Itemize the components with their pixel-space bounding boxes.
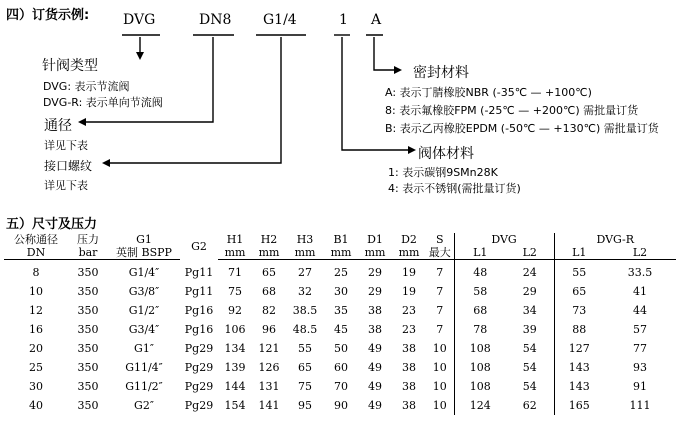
cell-pressure: 350: [77, 342, 99, 355]
cell-g1: G3/8″: [128, 285, 160, 298]
cell-h2: 126: [258, 361, 280, 374]
cell-h1: 134: [224, 342, 246, 355]
table-row: [4, 282, 676, 301]
cell-dvg-l1: 124: [454, 396, 506, 415]
cell-dvg-l1: 108: [454, 377, 506, 396]
dimensions-table: [4, 233, 676, 415]
cell-d1: 38: [368, 323, 382, 336]
cell-pressure: 350: [77, 361, 99, 374]
cell-b1: 30: [334, 285, 348, 298]
cell-h3: 48.5: [292, 323, 318, 336]
cell-pressure: 350: [77, 399, 99, 412]
cell-dvgr-l1: 165: [554, 396, 604, 415]
cell-h3: 27: [298, 266, 312, 279]
cell-d2: 38: [402, 399, 416, 412]
cell-dvgr-l1: 127: [554, 339, 604, 358]
cell-dvgr-l1: 143: [554, 358, 604, 377]
cell-dvg-l1: 78: [454, 320, 506, 339]
cell-d1: 29: [368, 285, 382, 298]
header-d2: D2: [401, 233, 417, 246]
cell-g1: G11/4″: [125, 361, 163, 374]
cell-g2: Pg29: [184, 361, 214, 374]
header-dvg-l2: L2: [506, 246, 554, 260]
cell-h1: 144: [224, 380, 246, 393]
cell-dvg-l2: 54: [522, 380, 537, 393]
header-pressure: 压力: [77, 233, 99, 246]
header-dn: DN: [4, 246, 68, 260]
cell-b1: 50: [334, 342, 348, 355]
cell-d2: 19: [402, 266, 416, 279]
cell-d1: 49: [368, 361, 382, 374]
header-dvg: DVG: [454, 233, 554, 246]
cell-d2: 38: [402, 380, 416, 393]
cell-s: 10: [432, 342, 447, 355]
cell-d2: 38: [402, 361, 416, 374]
cell-dvg-l2: 29: [522, 285, 537, 298]
code-part-type: DVG: [123, 12, 156, 28]
cell-g1: G3/4″: [128, 323, 160, 336]
cell-g1: G1/4″: [128, 266, 160, 279]
cell-g2: Pg29: [184, 380, 214, 393]
cell-dn: 30: [29, 380, 43, 393]
cell-h2: 65: [262, 266, 276, 279]
cell-dvgr-l1: 73: [554, 301, 604, 320]
header-d1: D1: [367, 233, 383, 246]
table-row: [4, 339, 676, 358]
cell-h1: 106: [224, 323, 246, 336]
header-nominal-bore: 公称通径: [14, 233, 58, 246]
header-g1: G1: [136, 233, 152, 246]
seal-material-label: 密封材料: [413, 65, 469, 81]
order-example-title: 四）订货示例:: [6, 8, 90, 23]
cell-dn: 40: [29, 399, 43, 412]
cell-s: 7: [436, 304, 444, 317]
cell-h1: 75: [228, 285, 242, 298]
header-dvg-r: DVG-R: [554, 233, 676, 246]
cell-s: 10: [432, 361, 447, 374]
code-part-body-material: 1: [339, 12, 348, 28]
cell-d2: 19: [402, 285, 416, 298]
cell-dvg-l2: 54: [522, 361, 537, 374]
cell-h2: 131: [258, 380, 280, 393]
header-d1-unit: mm: [358, 246, 392, 260]
cell-pressure: 350: [77, 285, 99, 298]
header-dvgr-l2: L2: [604, 246, 676, 260]
cell-g1: G1/2″: [128, 304, 160, 317]
cell-dvgr-l2: 57: [633, 323, 648, 336]
cell-g1: G2″: [134, 399, 154, 412]
header-s-max: 最大: [426, 246, 454, 260]
cell-pressure: 350: [77, 380, 99, 393]
table-row: [4, 301, 676, 320]
cell-s: 7: [436, 266, 444, 279]
cell-s: 7: [436, 285, 444, 298]
cell-dvgr-l2: 33.5: [627, 266, 653, 279]
table-row: [4, 320, 676, 339]
cell-dvg-l1: 108: [454, 358, 506, 377]
cell-h3: 75: [298, 380, 312, 393]
header-h1-unit: mm: [218, 246, 252, 260]
header-d2-unit: mm: [392, 246, 426, 260]
table-row: [4, 396, 676, 415]
port-thread-note: 详见下表: [44, 179, 88, 192]
cell-g1: G11/2″: [125, 380, 163, 393]
bore-label: 通径: [44, 118, 72, 134]
cell-s: 10: [432, 399, 447, 412]
cell-h1: 71: [228, 266, 242, 279]
cell-h2: 121: [258, 342, 280, 355]
cell-g2: Pg11: [184, 265, 214, 279]
cell-g2: Pg29: [184, 342, 214, 355]
cell-g2: Pg16: [184, 304, 214, 317]
table-row: [4, 358, 676, 377]
cell-dn: 20: [29, 342, 43, 355]
header-dvg-l1: L1: [454, 246, 506, 260]
cell-b1: 35: [334, 304, 348, 317]
header-b1-unit: mm: [324, 246, 358, 260]
cell-dvg-l2: 34: [522, 304, 537, 317]
cell-h1: 154: [224, 399, 246, 412]
cell-dvgr-l2: 91: [633, 380, 648, 393]
cell-dn: 8: [32, 266, 40, 279]
cell-dvg-l1: 108: [454, 339, 506, 358]
cell-b1: 60: [334, 361, 348, 374]
header-s: S: [435, 233, 444, 246]
cell-g2: Pg29: [184, 399, 214, 412]
needle-valve-item-1: DVG: 表示节流阀: [43, 80, 130, 93]
cell-g2: Pg11: [184, 285, 214, 298]
header-h2-unit: mm: [252, 246, 286, 260]
cell-dvgr-l2: 93: [633, 361, 648, 374]
cell-dvgr-l1: 88: [554, 320, 604, 339]
needle-valve-item-2: DVG-R: 表示单向节流阀: [43, 96, 163, 109]
cell-dn: 25: [29, 361, 43, 374]
cell-dvg-l1: 68: [454, 301, 506, 320]
seal-material-item-a: A: 表示丁腈橡胶NBR (-35℃ — +100℃): [385, 86, 592, 99]
cell-pressure: 350: [77, 266, 99, 279]
table-row: [4, 377, 676, 396]
header-bar: bar: [68, 246, 108, 260]
cell-h3: 95: [298, 399, 312, 412]
table-row: [4, 260, 676, 283]
cell-h2: 141: [258, 399, 280, 412]
bore-note: 详见下表: [44, 139, 88, 152]
cell-d1: 29: [368, 266, 382, 279]
cell-dvg-l2: 24: [522, 266, 537, 279]
cell-d1: 49: [368, 342, 382, 355]
cell-h2: 96: [262, 323, 276, 336]
cell-dvg-l2: 54: [522, 342, 537, 355]
cell-dn: 16: [29, 323, 43, 336]
header-dvgr-l1: L1: [554, 246, 604, 260]
cell-pressure: 350: [77, 304, 99, 317]
cell-h3: 38.5: [292, 304, 318, 317]
cell-b1: 25: [334, 266, 348, 279]
header-h3: H3: [296, 233, 314, 246]
cell-b1: 90: [334, 399, 348, 412]
cell-dvgr-l2: 77: [633, 342, 648, 355]
cell-b1: 70: [334, 380, 348, 393]
body-material-label: 阀体材料: [418, 146, 474, 162]
cell-dvg-l1: 58: [454, 282, 506, 301]
cell-d1: 38: [368, 304, 382, 317]
cell-b1: 45: [334, 323, 348, 336]
cell-h1: 139: [224, 361, 246, 374]
cell-g2: Pg16: [184, 323, 214, 336]
dimensions-title: 五）尺寸及压力: [6, 217, 98, 232]
cell-pressure: 350: [77, 323, 99, 336]
cell-dn: 10: [29, 285, 43, 298]
cell-d1: 49: [368, 380, 382, 393]
header-g2: G2: [191, 239, 207, 253]
cell-h2: 68: [262, 285, 276, 298]
cell-d2: 23: [402, 323, 416, 336]
seal-material-item-b: B: 表示乙丙橡胶EPDM (-50℃ — +130℃) 需批量订货: [385, 122, 659, 135]
cell-dvgr-l2: 41: [633, 285, 648, 298]
needle-valve-label: 针阀类型: [42, 58, 98, 74]
cell-dvgr-l1: 55: [554, 260, 604, 283]
cell-h3: 55: [298, 342, 312, 355]
cell-dvgr-l1: 143: [554, 377, 604, 396]
cell-s: 7: [436, 323, 444, 336]
body-material-item-4: 4: 表示不锈钢(需批量订货): [388, 182, 521, 195]
cell-d2: 23: [402, 304, 416, 317]
cell-dvg-l2: 39: [522, 323, 537, 336]
header-bspp: 英制 BSPP: [108, 246, 180, 260]
seal-material-item-8: 8: 表示氟橡胶FPM (-25℃ — +200℃) 需批量订货: [385, 104, 639, 117]
cell-dvgr-l1: 65: [554, 282, 604, 301]
cell-d1: 49: [368, 399, 382, 412]
cell-dvgr-l2: 111: [629, 399, 651, 412]
code-part-bore: DN8: [199, 12, 232, 28]
cell-dn: 12: [29, 304, 43, 317]
port-thread-label: 接口螺纹: [44, 159, 93, 173]
code-part-thread: G1/4: [263, 12, 297, 28]
header-h2: H2: [260, 233, 278, 246]
body-material-item-1: 1: 表示碳钢9SMn28K: [388, 166, 498, 179]
cell-h3: 65: [298, 361, 312, 374]
header-b1: B1: [333, 233, 349, 246]
cell-h1: 92: [228, 304, 242, 317]
cell-dvgr-l2: 44: [633, 304, 648, 317]
cell-d2: 38: [402, 342, 416, 355]
cell-dvg-l1: 48: [454, 260, 506, 283]
cell-h2: 82: [262, 304, 276, 317]
cell-s: 10: [432, 380, 447, 393]
header-h3-unit: mm: [286, 246, 324, 260]
cell-g1: G1″: [134, 342, 154, 355]
code-part-seal: A: [371, 12, 382, 28]
cell-h3: 32: [298, 285, 312, 298]
header-h1: H1: [226, 233, 244, 246]
cell-dvg-l2: 62: [522, 399, 537, 412]
